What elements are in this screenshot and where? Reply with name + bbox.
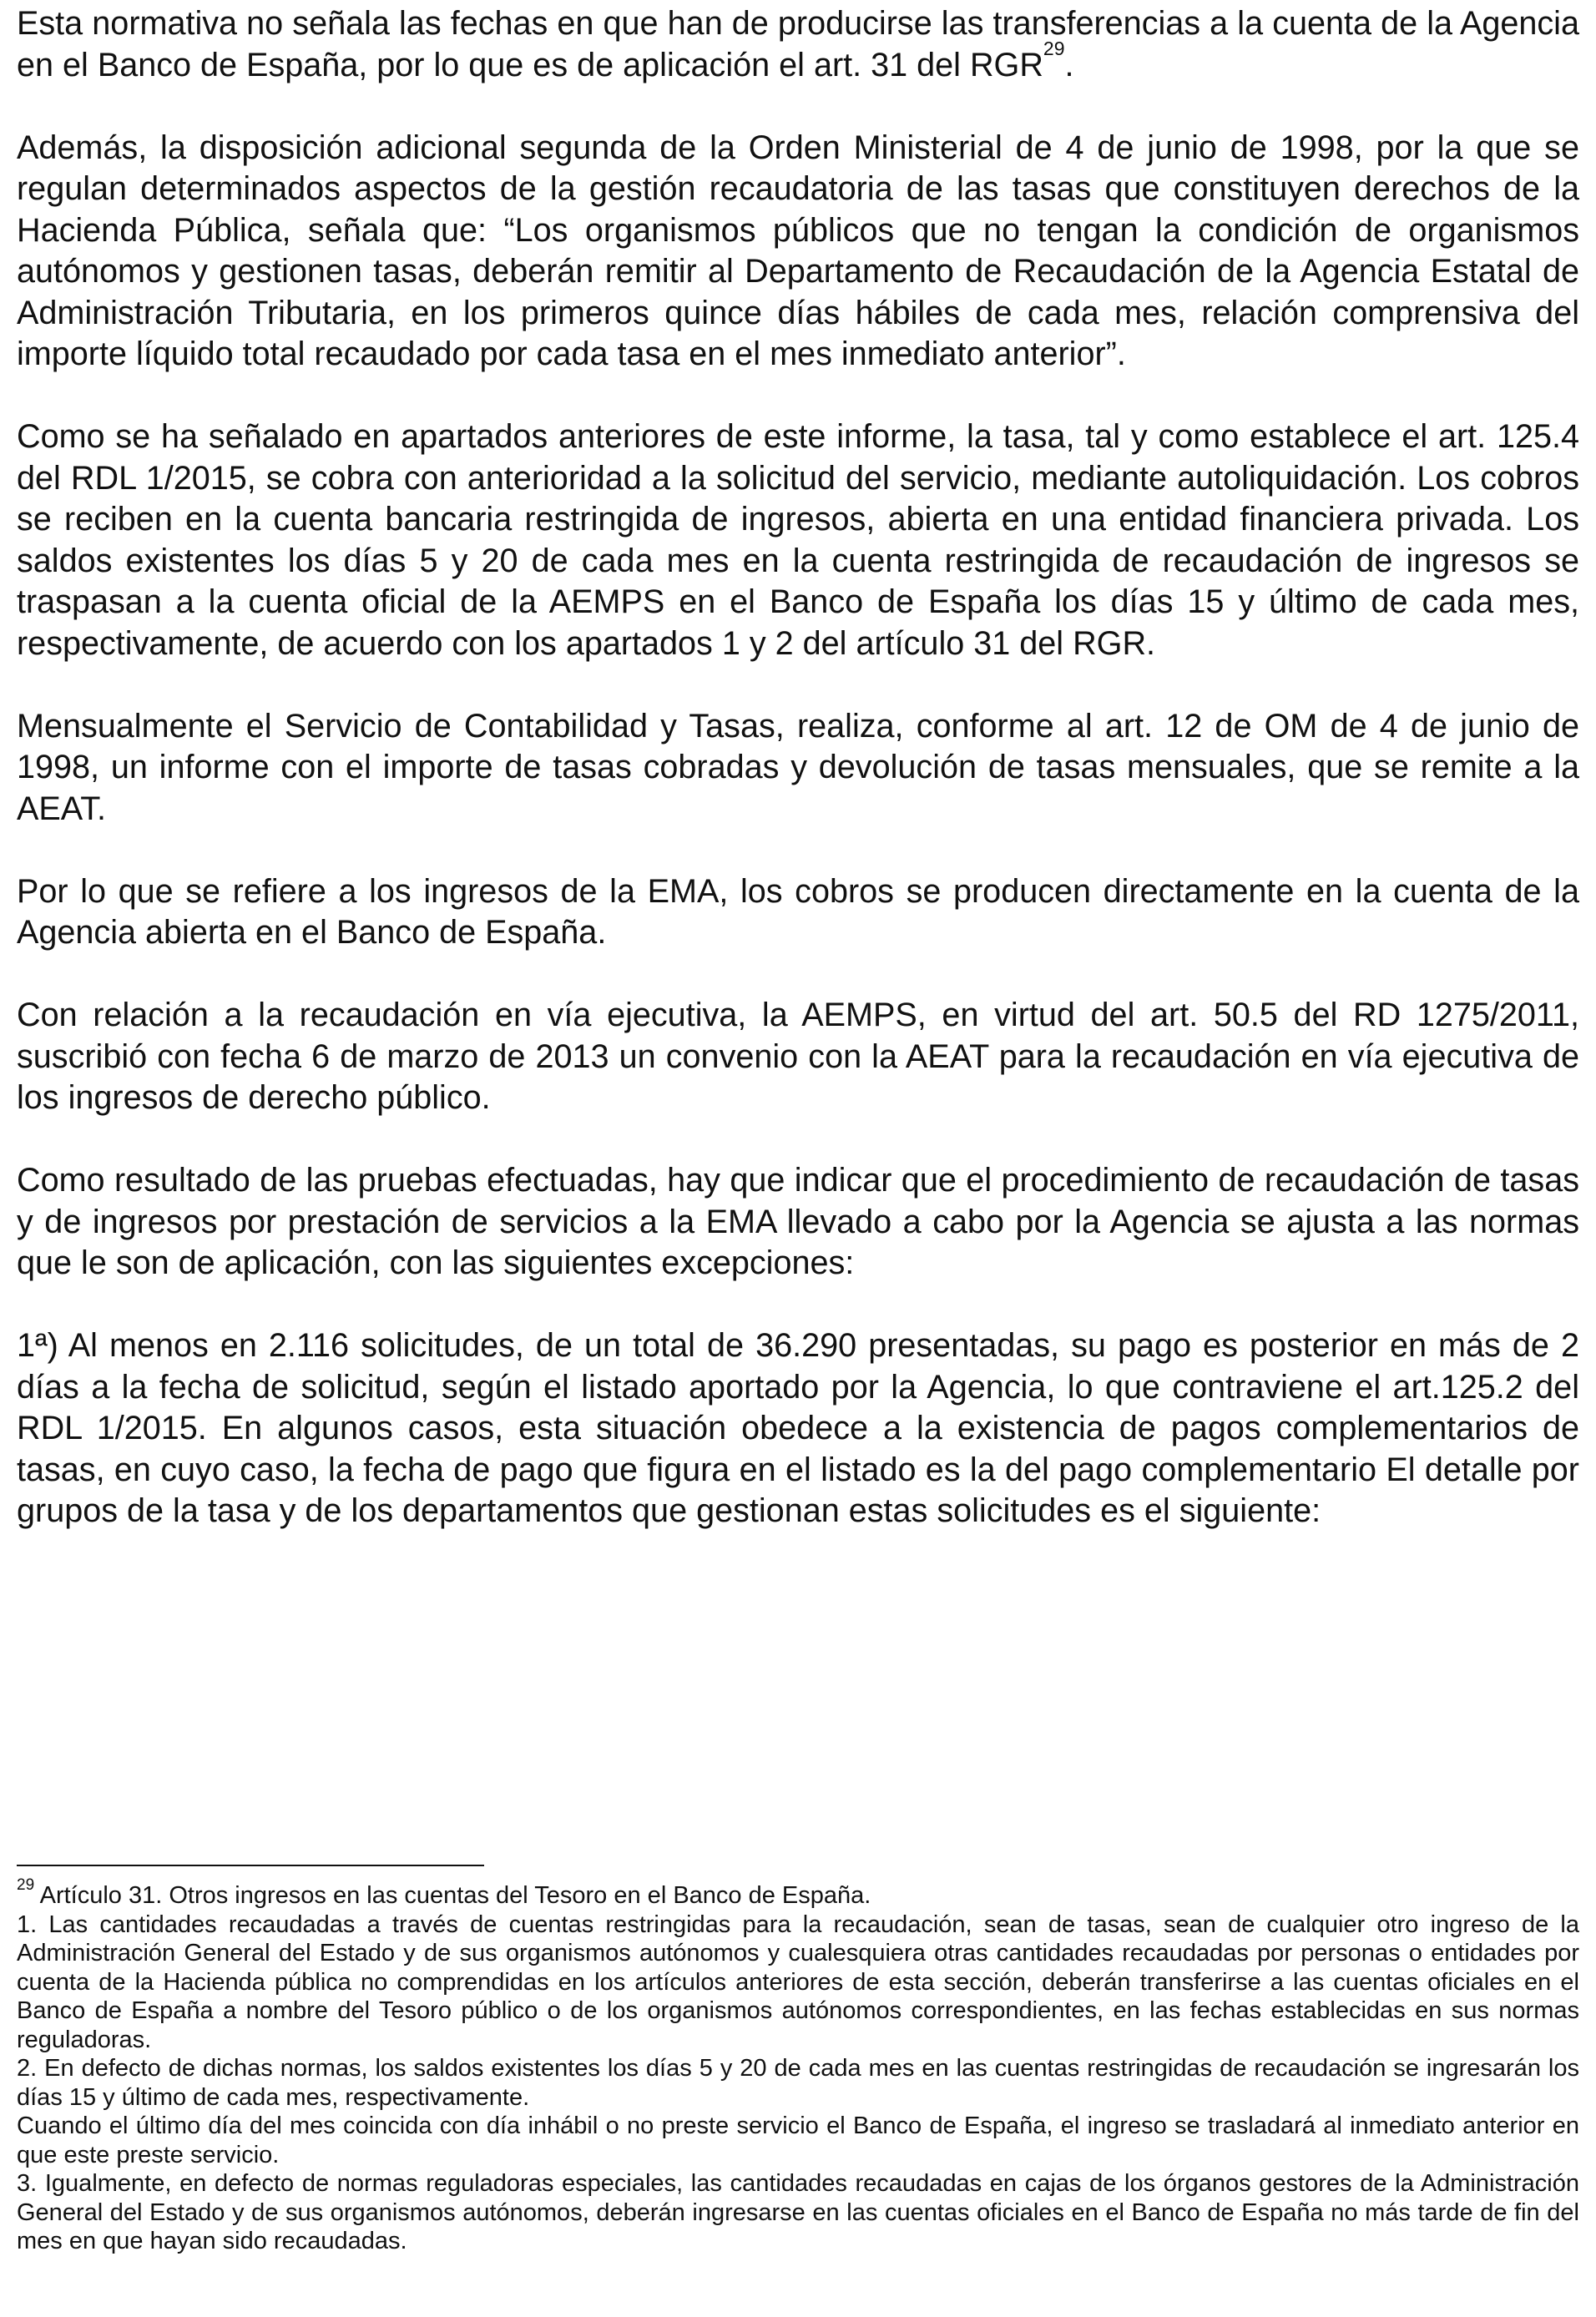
paragraph-text: Esta normativa no señala las fechas en que han de producirse las transferencias a la cuenta de la Agencia en el Banco de España, por lo que es de aplicación el art. 31 del RGR: [17, 5, 1579, 83]
paragraph-servicio-contabilidad: Mensualmente el Servicio de Contabilidad y Tasas, realiza, conforme al art. 12 de OM de 4 de junio de 1998, un informe con el importe de tasas cobradas y devolución de tasas mensuales, que se remite a la AEAT.: [17, 707, 1579, 827]
paragraph-resultado-pruebas: Como resultado de las pruebas efectuadas, hay que indicar que el procedimiento de recaudación de tasas y de ingresos por prestación de servicios a la EMA llevado a cabo por la Agencia se ajusta a las normas que le son de aplicación, con las siguientes excepciones:: [17, 1162, 1579, 1281]
footnote-item-2-note: Cuando el último día del mes coincida con día inhábil o no preste servicio el Banco de España, el ingreso se trasladará al inmediato anterior en que este preste servicio.: [17, 2113, 1579, 2168]
footnote-item-1: 1. Las cantidades recaudadas a través de cuentas restringidas para la recaudación, sean de tasas, sean de cualquier otro ingreso de la Administración General del Estado y de sus organismos autónomos y cualesquiera otras cantidades recaudadas por personas o entidades por cuenta de la Hacienda pública no comprendidas en los artículos anteriores de esta sección, deberán transferirse a las cuentas oficiales en el Banco de España a nombre del Tesoro público o de los organismos autónomos correspondientes, en las fechas establecidas en sus normas reguladoras.: [17, 1911, 1579, 2053]
body-text: [17, 3, 1579, 1532]
paragraph-via-ejecutiva: Con relación a la recaudación en vía ejecutiva, la AEMPS, en virtud del art. 50.5 del RD 1275/2011, suscribió con fecha 6 de marzo de 2013 un convenio con la AEAT para la recaudación en vía ejecutiva de los ingresos de derecho público.: [17, 997, 1579, 1116]
footnote-number: 29: [17, 1876, 35, 1894]
paragraph-orden-ministerial: Además, la disposición adicional segunda de la Orden Ministerial de 4 de junio de 1998, por la que se regulan determinados aspectos de la gestión recaudatoria de las tasas que constituyen derechos de la Hacienda Pública, señala que: “Los organismos públicos que no tengan la condición de organismos autónomos y gestionen tasas, deberán remitir al Departamento de Recaudación de la Agencia Estatal de Administración Tributaria, en los primeros quince días hábiles de cada mes, relación comprensiva del importe líquido total recaudado por cada tasa en el mes inmediato anterior”.: [17, 129, 1579, 372]
footnote-item-3: 3. Igualmente, en defecto de normas reguladoras especiales, las cantidades recaudadas en cajas de los órganos gestores de la Administración General del Estado y de sus organismos autónomos, deberán ingresarse en las cuentas oficiales en el Banco de España no más tarde de fin del mes en que hayan sido recaudadas.: [17, 2170, 1579, 2254]
paragraph-excepcion-1: 1ª) Al menos en 2.116 solicitudes, de un total de 36.290 presentadas, su pago es posterior en más de 2 días a la fecha de solicitud, según el listado aportado por la Agencia, lo que contraviene el art.125.2 del RDL 1/2015. En algunos casos, esta situación obedece a la existencia de pagos complementarios de tasas, en cuyo caso, la fecha de pago que figura en el listado es la del pago complementario El detalle por grupos de la tasa y de los departamentos que gestionan estas solicitudes es el siguiente:: [17, 1327, 1579, 1529]
footnote-separator: [17, 1865, 484, 1866]
footnotes: [17, 1876, 1579, 2256]
paragraph-transfer-dates: [17, 3, 1579, 86]
footnote-title-text: Artículo 31. Otros ingresos en las cuentas del Tesoro en el Banco de España.: [34, 1882, 871, 1909]
footnote-reference[interactable]: 29: [1043, 37, 1065, 59]
paragraph-ingresos-ema: Por lo que se refiere a los ingresos de la EMA, los cobros se producen directamente en la cuenta de la Agencia abierta en el Banco de España.: [17, 872, 1579, 951]
paragraph-tasa-cobro: Como se ha señalado en apartados anteriores de este informe, la tasa, tal y como establece el art. 125.4 del RDL 1/2015, se cobra con anterioridad a la solicitud del servicio, mediante autoliquidación. Los cobros se reciben en la cuenta bancaria restringida de ingresos, abierta en una entidad financiera privada. Los saldos existentes los días 5 y 20 de cada mes en la cuenta restringida de recaudación de ingresos se traspasan a la cuenta oficial de la AEMPS en el Banco de España los días 15 y último de cada mes, respectivamente, de acuerdo con los apartados 1 y 2 del artículo 31 del RGR.: [17, 418, 1579, 662]
footnote-item-2: 2. En defecto de dichas normas, los saldos existentes los días 5 y 20 de cada mes en las cuentas restringidas de recaudación se ingresarán los días 15 y último de cada mes, respectivamente.: [17, 2055, 1579, 2111]
footnote-title: [17, 1876, 1579, 1911]
paragraph-text-end: .: [1064, 46, 1074, 83]
